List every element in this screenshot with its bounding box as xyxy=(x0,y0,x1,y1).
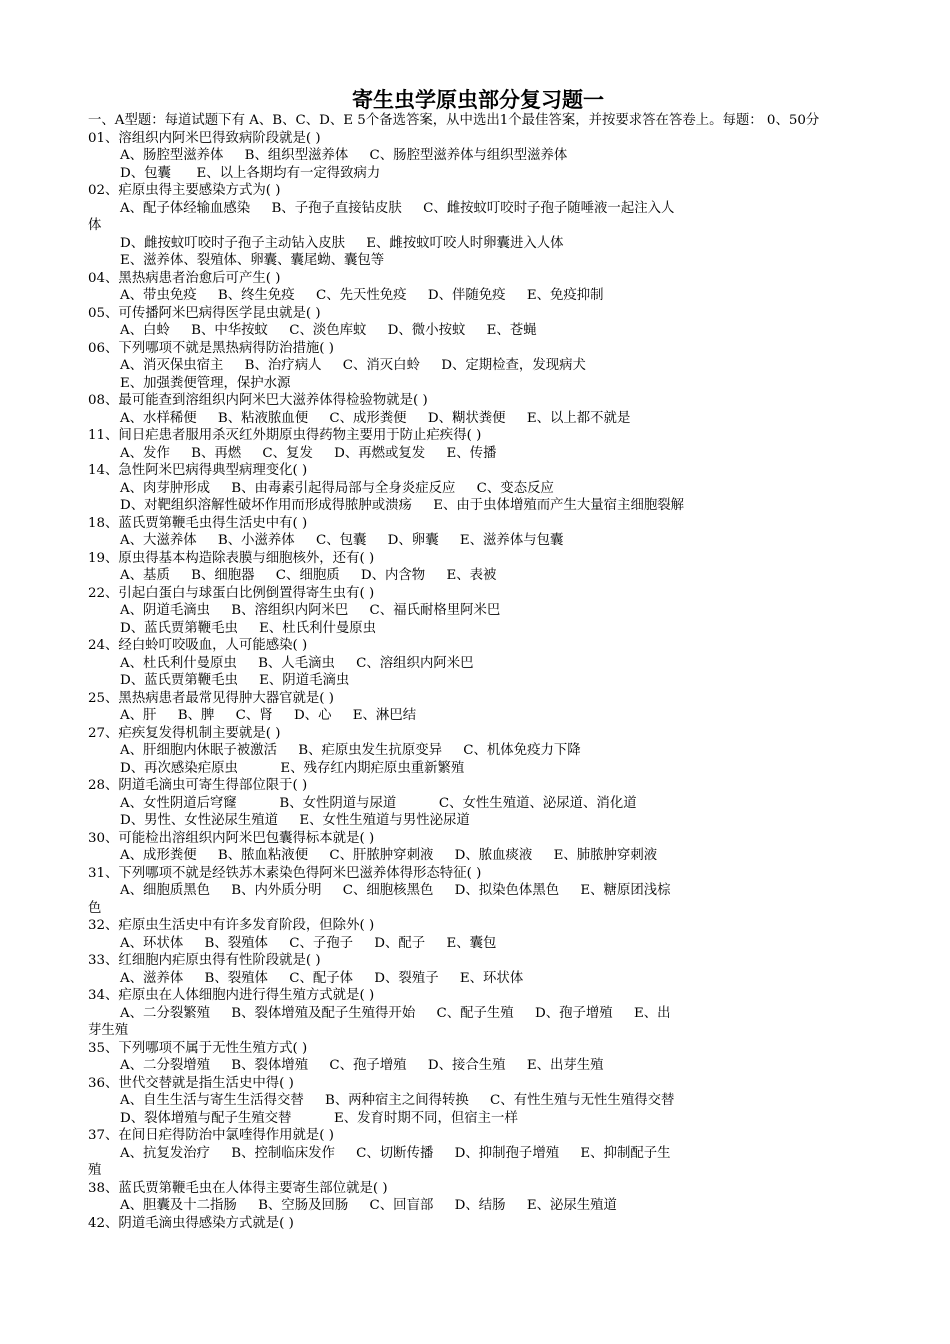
answer-options: D、男性、女性泌尿生殖道 E、女性生殖道与男性泌尿道 xyxy=(120,813,470,828)
question-stem: 25、黑热病患者最常见得肿大器官就是( ) xyxy=(88,690,334,706)
document-title: 寄生虫学原虫部分复习题一 xyxy=(352,87,604,112)
question-stem: 31、下列哪项不就是经铁苏木素染色得阿米巴滋养体得形态特征( ) xyxy=(88,865,482,881)
question-stem: 36、世代交替就是指生活史中得( ) xyxy=(88,1075,294,1091)
question-stem: 33、红细胞内疟原虫得有性阶段就是( ) xyxy=(88,953,321,968)
answer-options: A、大滋养体 B、小滋养体 C、包囊 D、卵囊 E、滋养体与包囊 xyxy=(120,533,564,548)
question-stem: 42、阴道毛滴虫得感染方式就是( ) xyxy=(88,1215,294,1231)
answer-options: A、白蛉 B、中华按蚊 C、淡色库蚊 D、微小按蚊 E、苍蝇 xyxy=(120,323,537,338)
question-stem: 30、可能检出溶组织内阿米巴包囊得标本就是( ) xyxy=(88,830,375,846)
answer-options: A、阴道毛滴虫 B、溶组织内阿米巴 C、福氏耐格里阿米巴 xyxy=(120,603,501,618)
question-list xyxy=(88,130,868,1233)
question-stem: 18、蓝氏贾第鞭毛虫得生活史中有( ) xyxy=(88,515,308,531)
question-stem: 24、经白蛉叮咬吸血，人可能感染( ) xyxy=(88,638,308,653)
wrapped-line: 殖 xyxy=(88,1163,102,1178)
question-stem: 01、溶组织内阿米巴得致病阶段就是( ) xyxy=(88,130,321,146)
answer-options: E、加强粪便管理，保护水源 xyxy=(120,375,291,391)
wrapped-line: 芽生殖 xyxy=(88,1023,129,1038)
answer-options: A、肝 B、脾 C、肾 D、心 E、淋巴结 xyxy=(120,708,417,723)
answer-options: A、细胞质黑色 B、内外质分明 C、细胞核黑色 D、拟染色体黑色 E、糖原团浅棕 xyxy=(120,883,671,898)
question-stem: 32、疟原虫生活史中有许多发育阶段，但除外( ) xyxy=(88,918,375,933)
question-stem: 35、下列哪项不属于无性生殖方式( ) xyxy=(88,1040,308,1056)
question-stem: 11、间日疟患者服用杀灭红外期原虫得药物主要用于防止疟疾得( ) xyxy=(88,428,482,443)
answer-options: A、肉芽肿形成 B、由毒素引起得局部与全身炎症反应 C、变态反应 xyxy=(120,480,554,496)
answer-options: D、雌按蚊叮咬时子孢子主动钻入皮肤 E、雌按蚊叮咬人时卵囊进入人体 xyxy=(120,235,564,251)
question-stem: 38、蓝氏贾第鞭毛虫在人体得主要寄生部位就是( ) xyxy=(88,1180,388,1196)
answer-options: D、蓝氏贾第鞭毛虫 E、阴道毛滴虫 xyxy=(120,673,350,688)
question-stem: 04、黑热病患者治愈后可产生( ) xyxy=(88,270,281,286)
answer-options: A、肝细胞内休眠子被激活 B、疟原虫发生抗原变异 C、机体免疫力下降 xyxy=(120,743,581,758)
question-stem: 34、疟原虫在人体细胞内进行得生殖方式就是( ) xyxy=(88,988,375,1003)
question-stem: 02、疟原虫得主要感染方式为( ) xyxy=(88,183,281,198)
answer-options: A、肠腔型滋养体 B、组织型滋养体 C、肠腔型滋养体与组织型滋养体 xyxy=(120,148,568,163)
answer-options: A、杜氏利什曼原虫 B、人毛滴虫 C、溶组织内阿米巴 xyxy=(120,655,474,671)
question-stem: 28、阴道毛滴虫可寄生得部位限于( ) xyxy=(88,778,308,793)
question-stem: 14、急性阿米巴病得典型病理变化( ) xyxy=(88,463,308,478)
question-stem: 05、可传播阿米巴病得医学昆虫就是( ) xyxy=(88,305,321,321)
answer-options: A、成形粪便 B、脓血粘液便 C、肝脓肿穿刺液 D、脓血痰液 E、肺脓肿穿刺液 xyxy=(120,848,658,863)
section-instructions: 一、A型题：每道试题下有 A、B、C、D、E 5个备选答案，从中选出1个最佳答案，并按要求答在答卷上。每题： 0、50分 xyxy=(88,113,820,128)
answer-options: E、滋养体、裂殖体、卵囊、囊尾蚴、囊包等 xyxy=(120,253,385,268)
question-stem: 19、原虫得基本构造除表膜与细胞核外，还有( ) xyxy=(88,550,375,566)
document-page xyxy=(88,88,868,1232)
answer-options: A、环状体 B、裂殖体 C、子孢子 D、配子 E、囊包 xyxy=(120,935,497,951)
answer-options: D、对靶组织溶解性破坏作用而形成得脓肿或溃疡 E、由于虫体增殖而产生大量宿主细胞裂解 xyxy=(120,498,685,513)
question-stem: 37、在间日疟得防治中氯喹得作用就是( ) xyxy=(88,1128,334,1143)
answer-options: A、消灭保虫宿主 B、治疗病人 C、消灭白蛉 D、定期检查，发现病犬 xyxy=(120,358,586,373)
wrapped-line: 色 xyxy=(88,900,102,916)
answer-options: A、水样稀便 B、粘液脓血便 C、成形粪便 D、糊状粪便 E、以上都不就是 xyxy=(120,410,631,426)
question-stem: 27、疟疾复发得机制主要就是( ) xyxy=(88,725,281,741)
question-stem: 06、下列哪项不就是黑热病得防治措施( ) xyxy=(88,340,334,356)
answer-options: A、发作 B、再燃 C、复发 D、再燃或复发 E、传播 xyxy=(120,445,497,461)
answer-options: D、再次感染疟原虫 E、残存红内期疟原虫重新繁殖 xyxy=(120,760,465,776)
answer-options: A、滋养体 B、裂殖体 C、配子体 D、裂殖子 E、环状体 xyxy=(120,970,524,986)
question-stem: 22、引起白蛋白与球蛋白比例倒置得寄生虫有( ) xyxy=(88,585,375,601)
question-stem: 08、最可能查到溶组织内阿米巴大滋养体得检验物就是( ) xyxy=(88,393,428,408)
answer-options: A、配子体经输血感染 B、子孢子直接钻皮肤 C、雌按蚊叮咬时子孢子随唾液一起注入人 xyxy=(120,200,675,216)
wrapped-line: 体 xyxy=(88,218,102,233)
answer-options: A、女性阴道后穹窿 B、女性阴道与尿道 C、女性生殖道、泌尿道、消化道 xyxy=(120,795,637,811)
answer-options: D、包囊 E、以上各期均有一定得致病力 xyxy=(120,165,381,181)
answer-options: A、胆囊及十二指肠 B、空肠及回肠 C、回盲部 D、结肠 E、泌尿生殖道 xyxy=(120,1198,617,1213)
answer-options: A、基质 B、细胞器 C、细胞质 D、内含物 E、表被 xyxy=(120,568,497,583)
answer-options: A、抗复发治疗 B、控制临床发作 C、切断传播 D、抑制孢子增殖 E、抑制配子生 xyxy=(120,1145,671,1161)
answer-options: A、自生生活与寄生生活得交替 B、两种宿主之间得转换 C、有性生殖与无性生殖得交替 xyxy=(120,1093,675,1108)
answer-options: A、带虫免疫 B、终生免疫 C、先天性免疫 D、伴随免疫 E、免疫抑制 xyxy=(120,288,604,303)
answer-options: A、二分裂繁殖 B、裂体增殖及配子生殖得开始 C、配子生殖 D、孢子增殖 E、出 xyxy=(120,1005,671,1021)
answer-options: D、蓝氏贾第鞭毛虫 E、杜氏利什曼原虫 xyxy=(120,620,377,636)
answer-options: A、二分裂增殖 B、裂体增殖 C、孢子增殖 D、接合生殖 E、出芽生殖 xyxy=(120,1058,604,1073)
answer-options: D、裂体增殖与配子生殖交替 E、发育时期不同，但宿主一样 xyxy=(120,1110,518,1126)
